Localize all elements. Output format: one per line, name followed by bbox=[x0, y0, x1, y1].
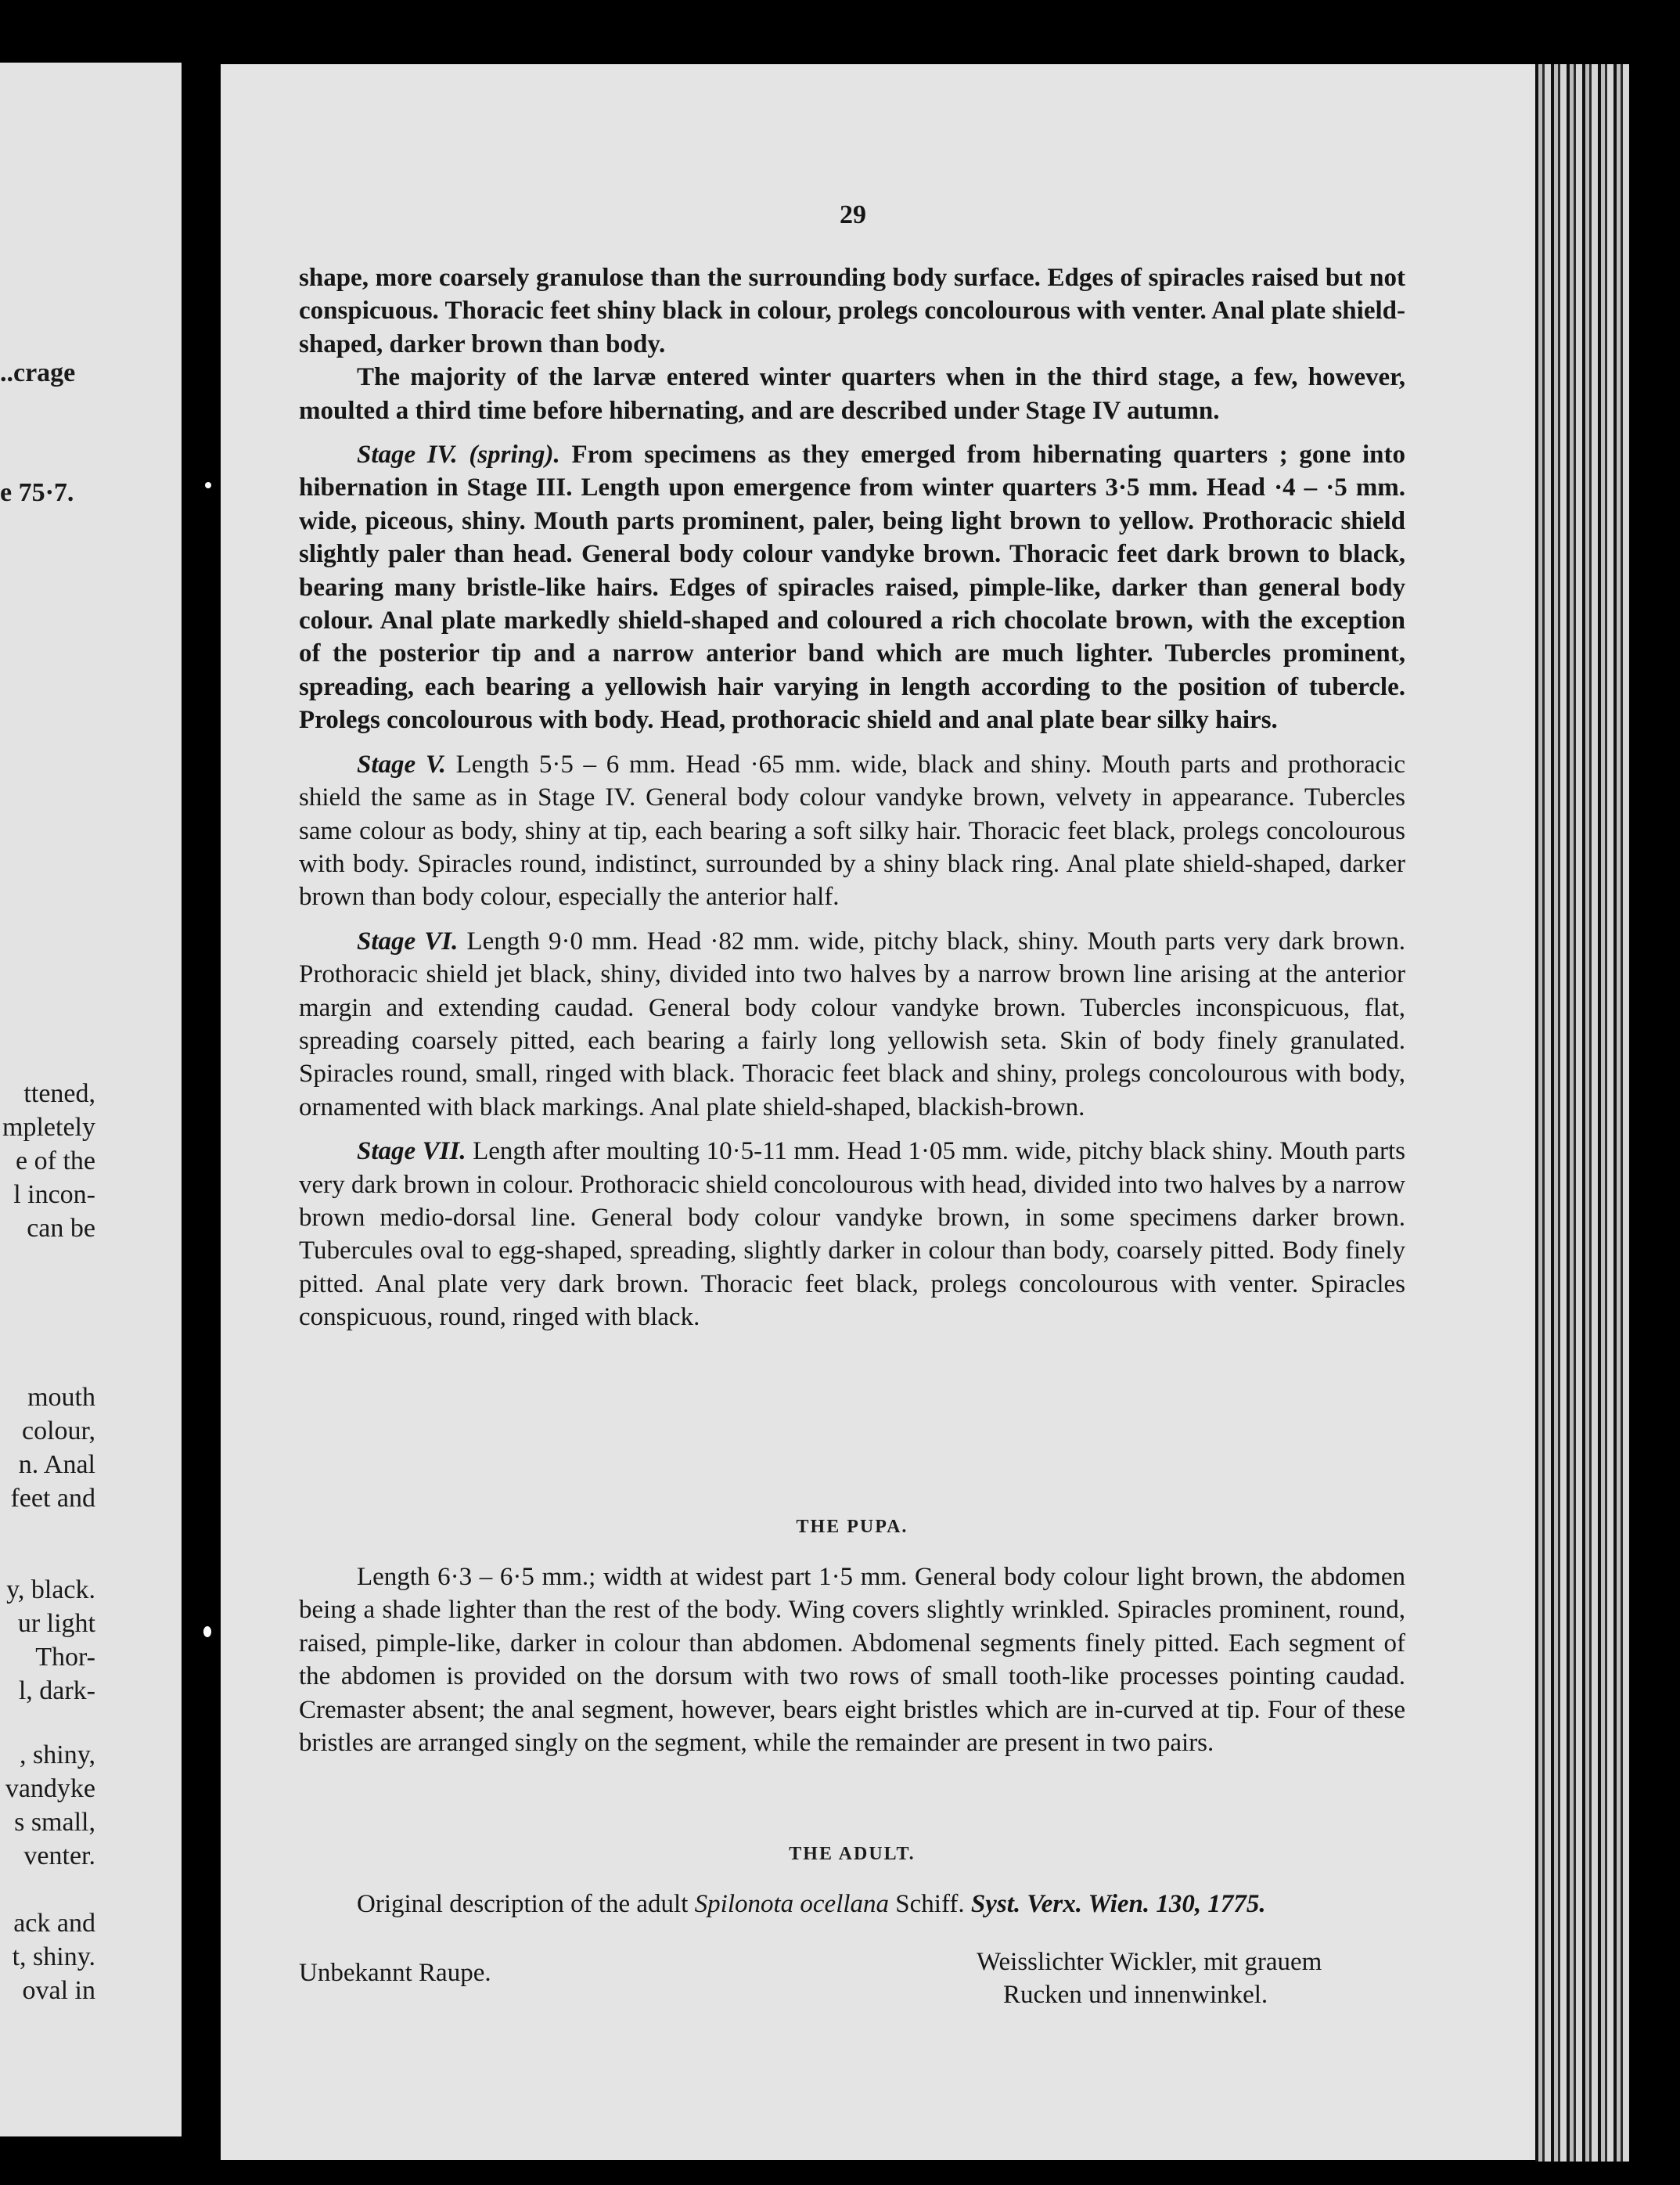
left-fragment: t, shiny. bbox=[12, 1942, 95, 1971]
stage-iv-label: Stage IV. (spring). bbox=[357, 441, 560, 470]
left-fragment: ttened, bbox=[23, 1079, 95, 1108]
adult-description bbox=[299, 1888, 1405, 1920]
left-fragment: l incon- bbox=[13, 1180, 95, 1209]
stage-vi-label: Stage VI. bbox=[357, 927, 459, 956]
adult-intro: Original description of the adult bbox=[357, 1890, 689, 1918]
left-fragment: mpletely bbox=[2, 1113, 95, 1142]
body-text bbox=[299, 261, 1405, 1334]
left-fragment: e of the bbox=[16, 1146, 95, 1175]
left-fragment: Thor- bbox=[35, 1643, 95, 1672]
margin-mark bbox=[205, 482, 211, 488]
stage-v-label: Stage V. bbox=[357, 750, 446, 779]
paragraph-hibernation: The majority of the larvæ entered winter quarters when in the third stage, a few, however, moulted a third time before hibernating, and are described under Stage IV autumn. bbox=[299, 363, 1405, 425]
stage-iv-text: From specimens as they emerged from hibernating quarters ; gone into hibernation in Stage III. Length upon emergence from winter quarters 3·5 mm. Head ·4 – ·5 mm. wide, piceous, shiny. Mouth parts prominent, paler, being light brown to yellow. Prothoracic shield slightly paler than head. General body colour vandyke brown. Thoracic feet dark brown to black, bearing many bristle-like hairs. Edges of spiracles raised, pimple-like, darker than general body colour. Anal plate markedly shield-shaped and coloured a rich chocolate brown, with the exception of the posterior tip and a narrow anterior band which are much lighter. Tubercles prominent, spreading, each bearing a yellowish hair varying in length according to the position of tubercle. Prolegs concolourous with body. Head, prothoracic shield and anal plate bear silky hairs. bbox=[299, 441, 1406, 735]
pupa-paragraph: Length 6·3 – 6·5 mm.; width at widest part 1·5 mm. General body colour light brown, the abdomen being a shade lighter than the rest of the body. Wing covers slightly wrinkled. Spiracles prominent, round, raised, pimple-like, darker in colour than abdomen. Abdomenal segments finely pitted. Each segment of the abdomen is provided on the dorsum with two rows of small tooth-like processes pointing caudad. Cremaster absent; the anal segment, however, bears eight bristles which are in-curved at tip. Four of these bristles are arranged singly on the segment, while the remainder are present in two pairs. bbox=[299, 1563, 1405, 1758]
left-fragment: mouth bbox=[27, 1383, 95, 1412]
adult-right-col bbox=[977, 1946, 1415, 2011]
left-fragment: l, dark- bbox=[18, 1676, 95, 1705]
paragraph-stage-vii bbox=[299, 1135, 1405, 1334]
pupa-heading: THE PUPA. bbox=[796, 1517, 908, 1537]
paragraph-stage-vi bbox=[299, 925, 1405, 1124]
pupa-section bbox=[299, 1560, 1405, 1759]
left-fragment: feet and bbox=[10, 1484, 95, 1513]
paragraph-continued: shape, more coarsely granulose than the surrounding body surface. Edges of spiracles raised but not conspicuous. Thoracic feet shiny black in colour, prolegs concolourous with venter. Anal plate shield-shaped, darker brown than body. bbox=[299, 264, 1405, 358]
page-number: 29 bbox=[840, 200, 866, 229]
left-fragment: n. Anal bbox=[18, 1450, 95, 1479]
previous-page bbox=[0, 63, 182, 2136]
paragraph-stage-iv bbox=[299, 438, 1405, 737]
left-fragment: e 75·7. bbox=[0, 478, 74, 507]
left-fragment: oval in bbox=[22, 1976, 95, 2005]
left-fragment: vandyke bbox=[5, 1774, 95, 1803]
adult-left-col: Unbekannt Raupe. bbox=[299, 1959, 491, 1987]
species-author: Schiff. bbox=[895, 1890, 965, 1918]
left-fragment: y, black. bbox=[6, 1575, 95, 1604]
adult-right-line2: Rucken und innenwinkel. bbox=[1003, 1981, 1268, 2009]
adult-right-line1: Weisslichter Wickler, mit grauem bbox=[977, 1948, 1322, 1976]
left-fragment: ur light bbox=[17, 1609, 95, 1638]
left-fragment: ack and bbox=[13, 1909, 95, 1938]
stage-v-text: Length 5·5 – 6 mm. Head ·65 mm. wide, black and shiny. Mouth parts and prothoracic shield the same as in Stage IV. General body colour vandyke brown, velvety in appearance. Tubercles same colour as body, shiny at tip, each bearing a soft silky hair. Thoracic feet black, prolegs concolourous with body. Spiracles round, indistinct, surrounded by a shiny black ring. Anal plate shield-shaped, darker brown than body colour, especially the anterior half. bbox=[299, 750, 1405, 912]
stage-vii-label: Stage VII. bbox=[357, 1137, 466, 1166]
paragraph-stage-v bbox=[299, 748, 1405, 914]
adult-heading: THE ADULT. bbox=[789, 1844, 916, 1864]
left-fragment: venter. bbox=[23, 1841, 95, 1870]
page-edges bbox=[1535, 64, 1629, 2162]
stage-vii-text: Length after moulting 10·5-11 mm. Head 1·05 mm. wide, pitchy black shiny. Mouth parts very dark brown in colour. Prothoracic shield concolourous with head, divided into two halves by a narrow brown medio-dorsal line. General body colour vandyke brown, in some specimens darker brown. Tubercules oval to egg-shaped, spreading, slightly darker in colour than body, coarsely pitted. Body finely pitted. Anal plate very dark brown. Thoracic feet black, prolegs concolourous with venter. Spiracles conspicuous, round, ringed with black. bbox=[299, 1137, 1406, 1332]
left-fragment: , shiny, bbox=[20, 1740, 95, 1769]
stage-vi-text: Length 9·0 mm. Head ·82 mm. wide, pitchy black, shiny. Mouth parts very dark brown. Prothoracic shield jet black, shiny, divided into two halves by a narrow brown line arising at the anterior margin and extending caudad. General body colour vandyke brown. Tubercles inconspicuous, flat, spreading coarsely pitted, each bearing a fairly long yellowish seta. Skin of body finely granulated. Spiracles round, small, ringed with black. Thoracic feet black and shiny, prolegs concolourous with body, ornamented with black markings. Anal plate shield-shaped, blackish-brown. bbox=[299, 927, 1405, 1121]
left-fragment: s small, bbox=[14, 1808, 95, 1837]
citation: Syst. Verx. Wien. 130, 1775. bbox=[970, 1890, 1266, 1918]
species-name: Spilonota ocellana bbox=[694, 1890, 890, 1918]
left-fragment: ..crage bbox=[0, 358, 76, 387]
margin-mark bbox=[203, 1626, 211, 1637]
left-fragment: can be bbox=[27, 1214, 95, 1243]
left-fragment: colour, bbox=[22, 1416, 95, 1445]
